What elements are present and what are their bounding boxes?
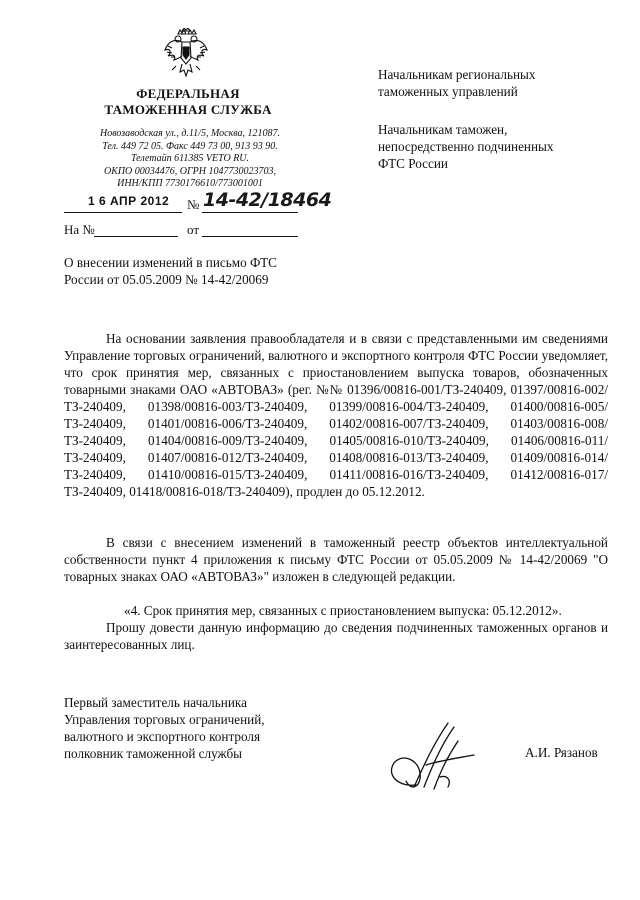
number-underline (202, 212, 298, 213)
reply-date-underline (202, 236, 298, 237)
inn-text: ИНН/КПП 7730176610/773001001 (117, 178, 263, 190)
signatory-line: валютного и экспортного контроля (64, 729, 261, 744)
body-paragraph-2: В связи с внесением изменений в таможенный реестр объектов интеллектуальной собственности пункт 4 приложения к письму ФТС России от 05.05.2009 № 14-42/20069 "О товарных знаках ОАО «АВТОВАЗ»" изложен в следующей редакции. (64, 535, 608, 584)
org-name-line2: ТАМОЖЕННАЯ СЛУЖБА (104, 102, 272, 117)
recipient-line: ФТС России (378, 156, 448, 171)
recipient-line: Начальникам региональных (378, 67, 536, 82)
phones-text: Тел. 449 72 05. Факс 449 73 00, 913 93 90. (102, 140, 278, 152)
date-underline (64, 212, 182, 213)
signatory-name: А.И. Рязанов (525, 745, 598, 760)
signatory-line: Управления торговых ограничений, (64, 712, 265, 727)
reply-from: от (187, 222, 200, 237)
signatory-line: Первый заместитель начальника (64, 695, 247, 710)
recipient-block-2 (378, 121, 618, 172)
address-text: Новозаводская ул., д.11/5, Москва, 121087. (99, 128, 281, 139)
number-sign: № (187, 197, 200, 212)
body-paragraph-1: На основании заявления правообладателя и в связи с представленными им сведениями Управление торговых ограничений, валютного и экспортного контроля ФТС России уведомляет, что срок принятия мер, связанных с приостановлением выпуска товаров, обозначенных товарными знаками ОАО «АВТОВАЗ» (рег. №№ 01396/00816-001/ТЗ-240409, 01397/00816-002/ТЗ-240409, 01398/00816-003/ТЗ-240409, 01399/00816-004/ТЗ-240409, 01400/00816-005/ТЗ-240409, 01401/00816-006/ТЗ-240409, 01402/00816-007/ТЗ-240409, 01403/00816-008/ТЗ-240409, 01404/00816-009/ТЗ-240409, 01405/00816-010/ТЗ-240409, 01406/00816-011/ТЗ-240409, 01407/00816-012/ТЗ-240409, 01408/00816-013/ТЗ-240409, 01409/00816-014/ТЗ-240409, 01410/00816-015/ТЗ-240409, 01411/00816-016/ТЗ-240409, 01412/00816-017/ТЗ-240409, 01418/00816-018/ТЗ-240409), продлен до 05.12.2012. (64, 331, 608, 499)
coat-of-arms-emblem (162, 28, 210, 80)
org-name-line1: ФЕДЕРАЛЬНАЯ (136, 86, 240, 101)
reply-number-underline (94, 236, 178, 237)
recipient-line: Начальникам таможен, (378, 122, 508, 137)
reply-prefix: На № (64, 222, 95, 237)
body-paragraph-4: Прошу довести данную информацию до сведения подчиненных таможенных органов и заинтересованных лиц. (64, 620, 608, 652)
recipient-line: таможенных управлений (378, 84, 518, 99)
letter-subject: О внесении изменений в письмо ФТС России от 05.05.2009 № 14-42/20069 (64, 255, 277, 287)
doc-number: 14-42/18464 (203, 189, 332, 211)
teletype-text: Телетайп 611385 VETO RU. (130, 153, 250, 165)
okpo-text: ОКПО 00034476, ОГРН 1047730023703, (103, 165, 277, 177)
recipient-line: непосредственно подчиненных (378, 139, 554, 154)
handwritten-signature (378, 715, 488, 800)
recipient-block-1 (378, 66, 618, 100)
contacts-block (60, 128, 320, 191)
signatory-line: полковник таможенной службы (64, 746, 243, 761)
doc-date: 1 6 АПР 2012 (88, 194, 170, 208)
signatory-title (64, 694, 334, 762)
body-paragraph-3: «4. Срок принятия мер, связанных с приостановлением выпуска: 05.12.2012». (124, 603, 562, 618)
